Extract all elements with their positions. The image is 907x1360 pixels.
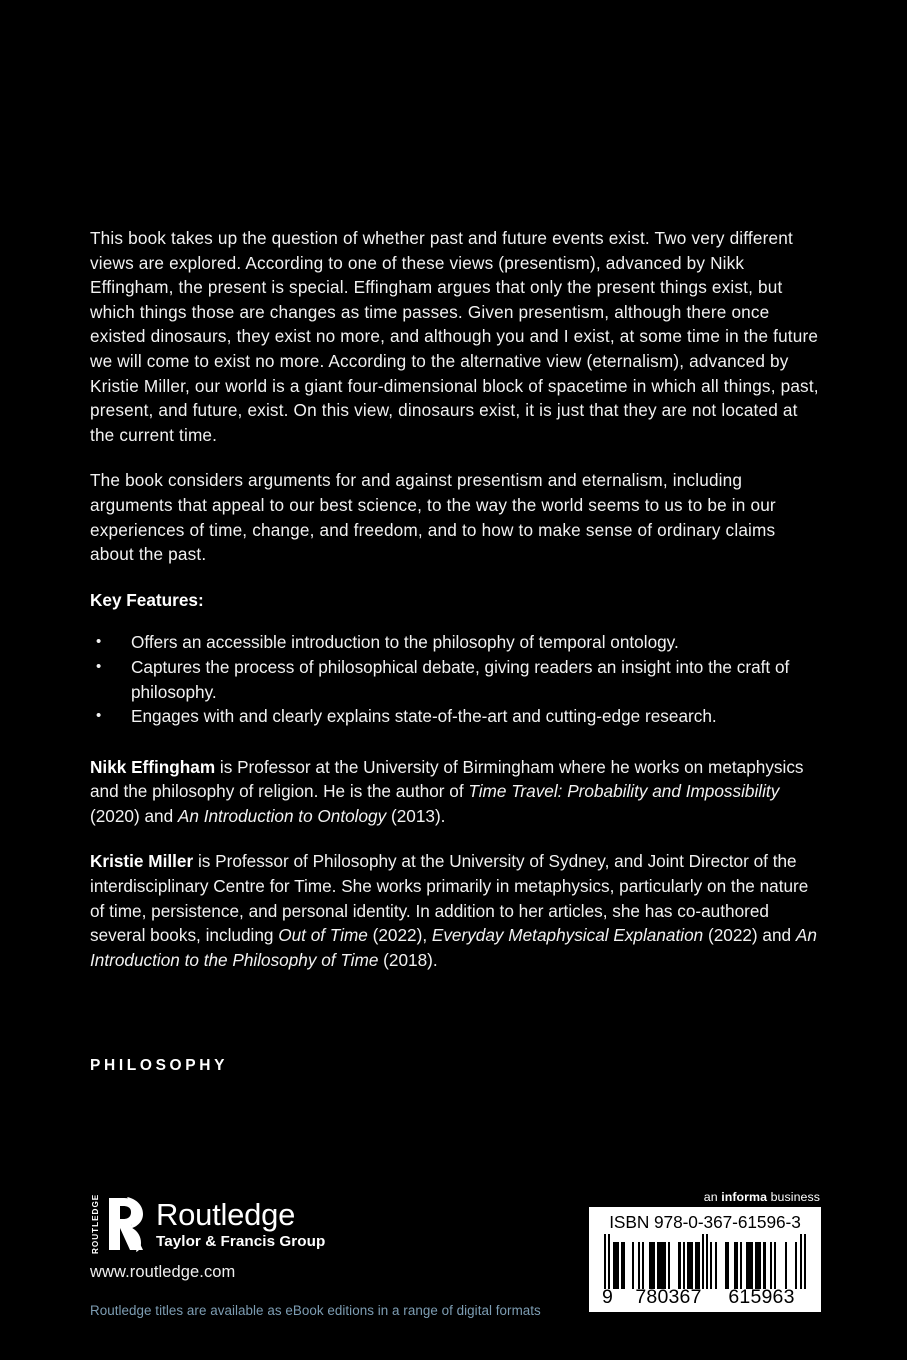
isbn-text: ISBN 978-0-367-61596-3 bbox=[609, 1212, 801, 1232]
barcode-digit-group-2: 780367 bbox=[635, 1286, 702, 1308]
list-item: • Engages with and clearly explains state-of-the-art and cutting-edge research. bbox=[90, 704, 822, 729]
subject-category-label: PHILOSOPHY bbox=[90, 1057, 229, 1074]
informa-business-tagline bbox=[589, 1190, 821, 1204]
routledge-logo bbox=[90, 1193, 550, 1254]
key-features-heading: Key Features: bbox=[90, 589, 204, 610]
bio-text: is Professor of Philosophy at the University of Sydney, and Joint Director of the interdisciplinary Centre for Time. She works primarily in metaphysics, particularly on the nature of time, persistence, and personal identity. In addition to her articles, she has co-authored several books, including bbox=[90, 851, 809, 946]
barcode-digit-group-1: 9 bbox=[602, 1286, 614, 1308]
routledge-logomark bbox=[90, 1193, 145, 1254]
publisher-website[interactable]: www.routledge.com bbox=[90, 1263, 236, 1281]
bio-text: (2022) and bbox=[703, 925, 796, 946]
blurb-paragraph-2: The book considers arguments for and against presentism and eternalism, including arguments that appeal to our best science, to the way the world seems to us to be in our experiences of time, change, and freedom, and to how to make sense of ordinary claims about the past. bbox=[90, 470, 776, 565]
book-title: An Introduction to the Philosophy of Time bbox=[90, 925, 817, 970]
barcode-digits bbox=[598, 1287, 812, 1308]
bio-text: (2022), bbox=[367, 925, 432, 946]
list-item: • Offers an accessible introduction to the philosophy of temporal ontology. bbox=[90, 630, 822, 655]
barcode-block bbox=[589, 1190, 821, 1312]
book-title: Out of Time bbox=[278, 925, 368, 946]
author-name: Kristie Miller bbox=[90, 851, 194, 872]
author-bio-effingham bbox=[90, 755, 822, 829]
key-features-list bbox=[90, 630, 822, 728]
blurb-content bbox=[90, 226, 822, 993]
informa-suffix: business bbox=[767, 1190, 820, 1204]
book-title: Everyday Metaphysical Explanation bbox=[431, 925, 704, 946]
book-title: Time Travel: Probability and Impossibility bbox=[468, 781, 780, 802]
informa-prefix: an bbox=[703, 1190, 722, 1204]
publisher-tagline: Taylor & Francis Group bbox=[156, 1233, 326, 1250]
informa-brand: informa bbox=[721, 1190, 768, 1204]
bio-text: (2020) and bbox=[90, 805, 178, 826]
author-bio-miller bbox=[90, 849, 822, 972]
blurb-paragraph-1: This book takes up the question of whether past and future events exist. Two very different views are explored. According to one of these views (presentism), advanced by Nikk Effingham, the present is special. Effingham argues that only the present things exist, but which things those are changes as time passes. Given presentism, although there once existed dinosaurs, they exist no more, and although you and I exist, at some time in the future we will come to exist no more. According to the alternative view (eternalism), advanced by Kristie Miller, our world is a giant four-dimensional block of spacetime in which all things, past, present, and future, exist. On this view, dinosaurs exist, it is just that they are not located at the current time. bbox=[90, 228, 819, 445]
author-name: Nikk Effingham bbox=[90, 756, 216, 777]
routledge-wordmark bbox=[156, 1196, 325, 1251]
bio-text: (2018). bbox=[378, 949, 438, 970]
bio-text: (2013). bbox=[386, 805, 446, 826]
barcode-bars bbox=[598, 1234, 812, 1289]
routledge-r-icon bbox=[105, 1196, 145, 1252]
list-item: • Captures the process of philosophical debate, giving readers an insight into the craft of philosophy. bbox=[90, 655, 822, 704]
barcode-digit-group-3: 615963 bbox=[728, 1286, 795, 1308]
book-title: An Introduction to Ontology bbox=[177, 805, 387, 826]
publisher-block bbox=[90, 1193, 550, 1318]
publisher-name: Routledge bbox=[156, 1197, 296, 1232]
ebook-availability-note: Routledge titles are available as eBook editions in a range of digital formats bbox=[90, 1303, 541, 1318]
bio-text: is Professor at the University of Birmingham where he works on metaphysics and the philosophy of religion. He is the author of bbox=[90, 756, 804, 802]
routledge-vertical-label: ROUTLEDGE bbox=[90, 1193, 100, 1254]
barcode-white-box bbox=[589, 1207, 821, 1312]
